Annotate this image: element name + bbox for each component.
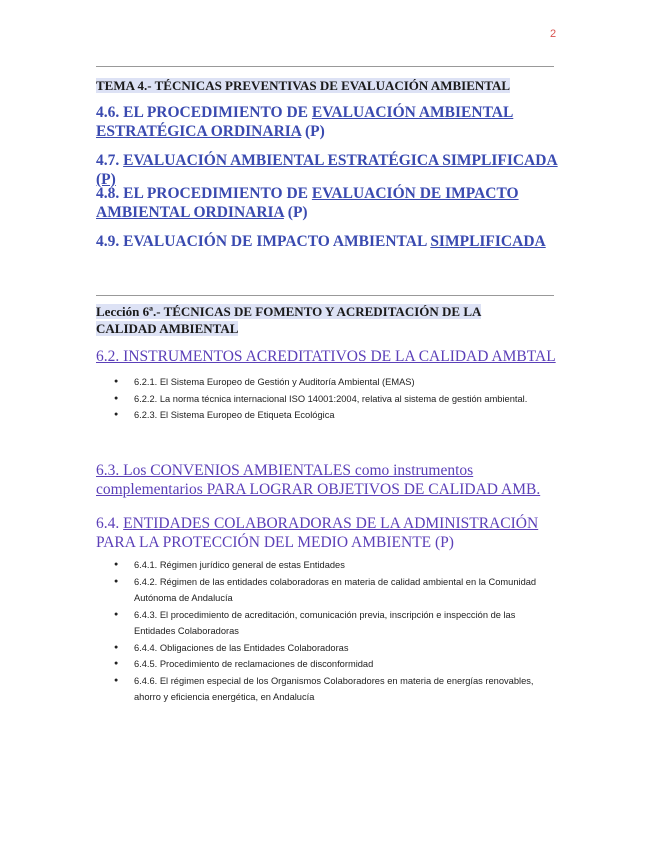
item-4-6[interactable]: 4.6. EL PROCEDIMIENTO DE EVALUACIÓN AMBIENTAL ESTRATÉGICA ORDINARIA (P)	[96, 104, 514, 140]
item-4-9[interactable]: 4.9. EVALUACIÓN DE IMPACTO AMBIENTAL SIMPLIFICADA	[96, 233, 546, 250]
list-item: ● 6.4.2. Régimen de las entidades colaboradoras en materia de calidad ambiental en la Comunidad Autónoma de Andalucía	[96, 574, 558, 607]
list-item: ● 6.2.3. El Sistema Europeo de Etiqueta Ecológica	[96, 407, 558, 424]
link-eae-ordinaria[interactable]: EVALUACIÓN AMBIENTAL ESTRATÉGICA ORDINARIA	[96, 104, 514, 140]
section-6-3-title[interactable]: 6.3. Los CONVENIOS AMBIENTALES como instrumentos complementarios PARA LOGRAR OBJETIVOS DE CALIDAD AMB.	[96, 462, 541, 498]
tema4-heading: TEMA 4.- TÉCNICAS PREVENTIVAS DE EVALUACIÓN AMBIENTAL	[96, 78, 511, 93]
section-6-4-title[interactable]: 6.4. ENTIDADES COLABORADORAS DE LA ADMINISTRACIÓN PARA LA PROTECCIÓN DEL MEDIO AMBIENTE (P)	[96, 515, 539, 551]
link-eae-simplificada[interactable]: EVALUACIÓN AMBIENTAL ESTRATÉGICA SIMPLIFICADA (P)	[96, 152, 558, 188]
section-divider	[96, 295, 554, 296]
item-4-7[interactable]: 4.7. EVALUACIÓN AMBIENTAL ESTRATÉGICA SIMPLIFICADA (P)	[96, 152, 558, 188]
page-number: 2	[550, 28, 557, 40]
list-item: ● 6.4.1. Régimen jurídico general de estas Entidades	[96, 557, 558, 574]
list-item: ● 6.4.4. Obligaciones de las Entidades Colaboradoras	[96, 640, 558, 657]
list-item: ● 6.4.6. El régimen especial de los Organismos Colaboradores en materia de energías renovables, ahorro y eficiencia energética, en Andalucía	[96, 673, 558, 706]
leccion6-heading: Lección 6ª.- TÉCNICAS DE FOMENTO Y ACREDITACIÓN DE LA CALIDAD AMBIENTAL	[96, 304, 482, 336]
section-6-4-list	[96, 557, 558, 706]
section-6-2-title[interactable]: 6.2. INSTRUMENTOS ACREDITATIVOS DE LA CALIDAD AMBTAL	[96, 348, 556, 365]
list-item: ● 6.4.5. Procedimiento de reclamaciones de disconformidad	[96, 656, 558, 673]
link-entidades-colaboradoras[interactable]: ENTIDADES COLABORADORAS DE LA ADMINISTRACIÓN	[123, 515, 539, 532]
section-divider	[96, 66, 554, 67]
item-4-8[interactable]: 4.8. EL PROCEDIMIENTO DE EVALUACIÓN DE IMPACTO AMBIENTAL ORDINARIA (P)	[96, 185, 519, 221]
list-item: ● 6.4.3. El procedimiento de acreditación, comunicación previa, inscripción e inspección de las Entidades Colaboradoras	[96, 607, 558, 640]
link-eia-simplificada[interactable]: SIMPLIFICADA	[430, 233, 546, 250]
list-item: ● 6.2.1. El Sistema Europeo de Gestión y Auditoría Ambiental (EMAS)	[96, 374, 558, 391]
section-6-2-list	[96, 374, 558, 424]
link-eia-ordinaria[interactable]: EVALUACIÓN DE IMPACTO AMBIENTAL ORDINARIA	[96, 185, 519, 221]
list-item: ● 6.2.2. La norma técnica internacional ISO 14001:2004, relativa al sistema de gestión ambiental.	[96, 391, 558, 408]
